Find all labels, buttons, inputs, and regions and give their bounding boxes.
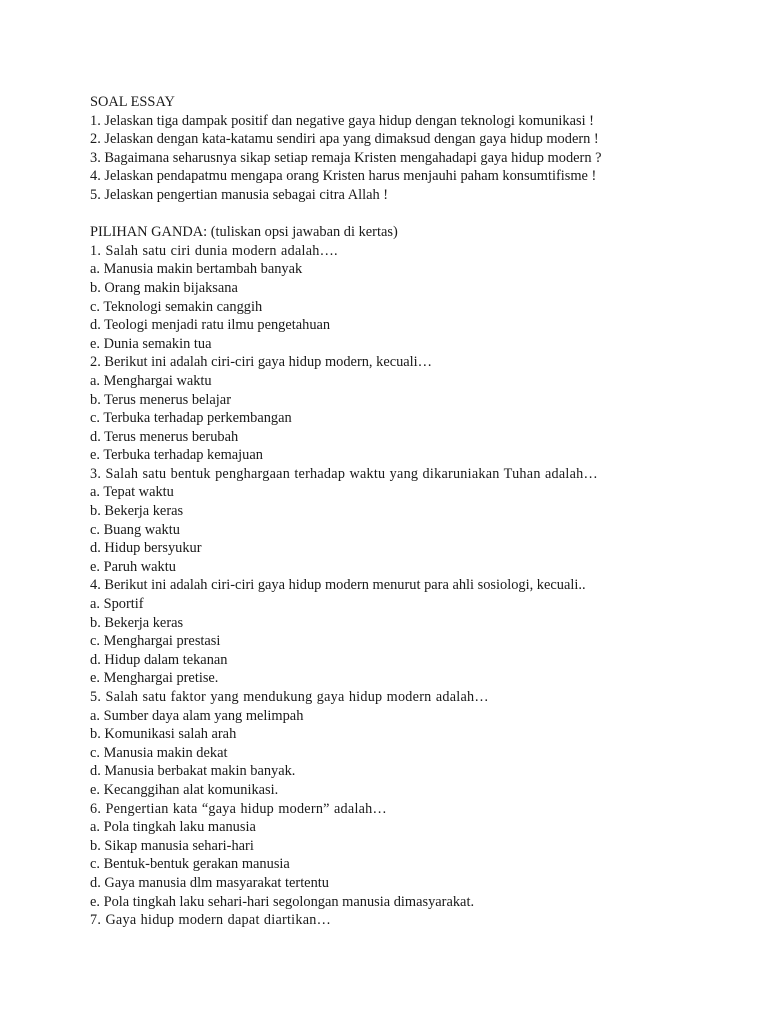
mc-option: d. Hidup dalam tekanan	[90, 651, 228, 668]
essay-question: 4. Jelaskan pendapatmu mengapa orang Kristen harus menjauhi paham konsumtifisme !	[90, 168, 597, 185]
mc-option: e. Dunia semakin tua	[90, 335, 212, 352]
mc-option: a. Menghargai waktu	[90, 372, 212, 389]
mc-option: c. Terbuka terhadap perkembangan	[90, 410, 292, 427]
mc-option: e. Terbuka terhadap kemajuan	[90, 447, 263, 464]
mc-option: d. Hidup bersyukur	[90, 540, 202, 557]
mc-option: c. Menghargai prestasi	[90, 633, 221, 650]
mc-option: a. Pola tingkah laku manusia	[90, 819, 256, 836]
mc-option: c. Buang waktu	[90, 521, 180, 538]
mc-question: 6. Pengertian kata “gaya hidup modern” adalah…	[90, 800, 387, 817]
mc-question: 5. Salah satu faktor yang mendukung gaya hidup modern adalah…	[90, 689, 489, 705]
mc-option: b. Komunikasi salah arah	[90, 726, 237, 743]
mc-option: a. Sumber daya alam yang melimpah	[90, 707, 304, 724]
mc-option: e. Kecanggihan alat komunikasi.	[90, 781, 279, 798]
mc-option: d. Manusia berbakat makin banyak.	[90, 763, 296, 780]
mc-question: 1. Salah satu ciri dunia modern adalah….	[90, 242, 338, 259]
mc-question: 7. Gaya hidup modern dapat diartikan…	[90, 912, 332, 929]
mc-option: e. Menghargai pretise.	[90, 670, 219, 687]
mc-option: c. Bentuk-bentuk gerakan manusia	[90, 856, 290, 873]
mc-option: d. Gaya manusia dlm masyarakat tertentu	[90, 874, 329, 891]
mc-option: b. Sikap manusia sehari-hari	[90, 837, 254, 854]
mc-option: a. Manusia makin bertambah banyak	[90, 261, 303, 278]
essay-question: 5. Jelaskan pengertian manusia sebagai citra Allah !	[90, 186, 389, 203]
essay-question: 3. Bagaimana seharusnya sikap setiap remaja Kristen mengahadapi gaya hidup modern ?	[90, 149, 602, 166]
multiple-choice-list	[90, 242, 750, 930]
mc-option: c. Manusia makin dekat	[90, 744, 228, 761]
mc-option: d. Terus menerus berubah	[90, 428, 239, 445]
essay-question: 1. Jelaskan tiga dampak positif dan negative gaya hidup dengan teknologi komunikasi !	[90, 112, 594, 129]
mc-option: b. Orang makin bijaksana	[90, 279, 238, 296]
mc-option: d. Teologi menjadi ratu ilmu pengetahuan	[90, 317, 331, 334]
essay-question: 2. Jelaskan dengan kata-katamu sendiri apa yang dimaksud dengan gaya hidup modern !	[90, 131, 599, 148]
document-page	[90, 93, 750, 930]
multiple-choice-heading: PILIHAN GANDA: (tuliskan opsi jawaban di kertas)	[90, 224, 398, 241]
mc-option: e. Paruh waktu	[90, 558, 176, 575]
mc-option: a. Sportif	[90, 596, 144, 613]
essay-section	[90, 93, 750, 205]
mc-option: b. Terus menerus belajar	[90, 391, 231, 408]
mc-question: 2. Berikut ini adalah ciri-ciri gaya hidup modern, kecuali…	[90, 354, 433, 371]
essay-heading: SOAL ESSAY	[90, 94, 175, 110]
mc-option: c. Teknologi semakin canggih	[90, 298, 263, 315]
mc-option: b. Bekerja keras	[90, 503, 184, 520]
multiple-choice-section	[90, 223, 750, 930]
section-spacer	[90, 205, 750, 224]
mc-option: b. Bekerja keras	[90, 614, 184, 631]
mc-option: e. Pola tingkah laku sehari-hari segolongan manusia dimasyarakat.	[90, 893, 475, 910]
mc-question: 3. Salah satu bentuk penghargaan terhadap waktu yang dikaruniakan Tuhan adalah…	[90, 465, 598, 482]
mc-question: 4. Berikut ini adalah ciri-ciri gaya hidup modern menurut para ahli sosiologi, kecuali..	[90, 577, 586, 594]
mc-option: a. Tepat waktu	[90, 484, 174, 501]
